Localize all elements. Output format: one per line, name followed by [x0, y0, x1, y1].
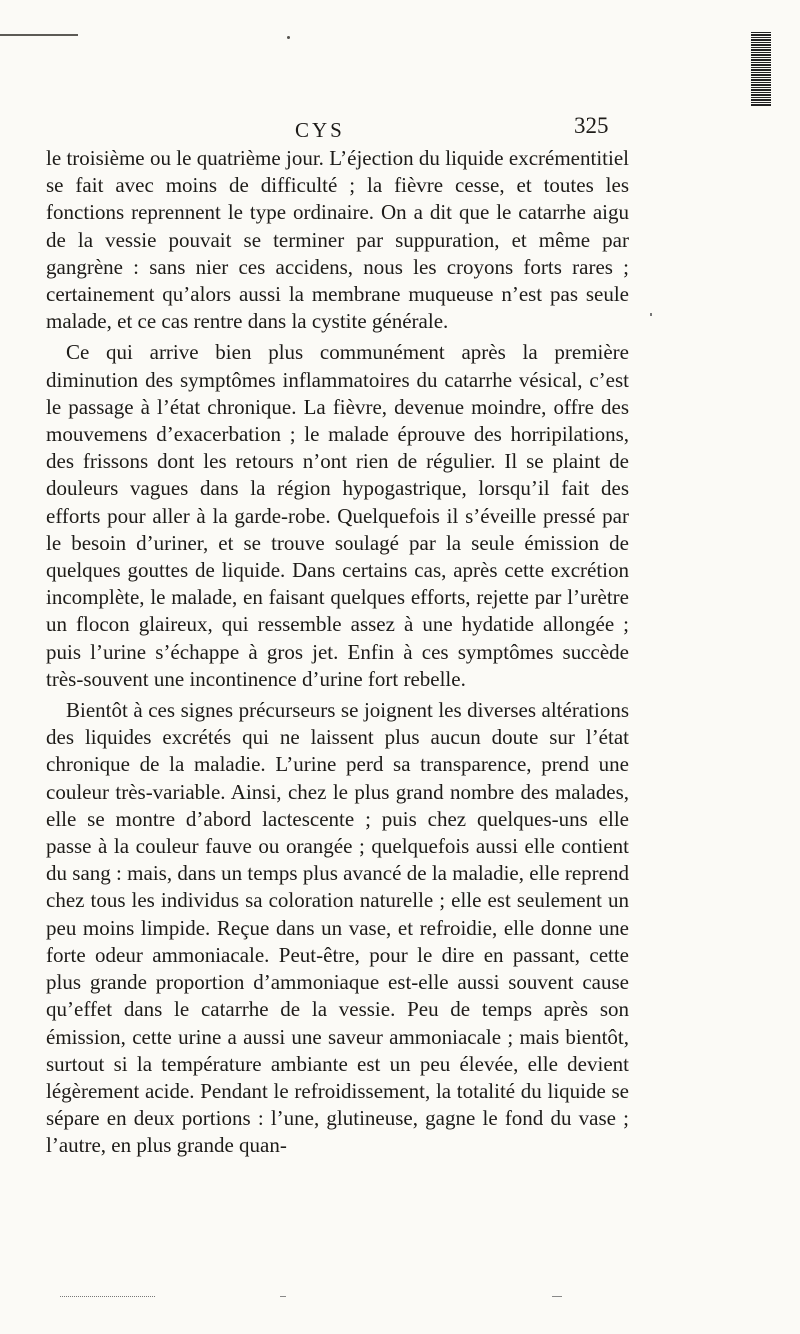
paragraph-2: Ce qui arrive bien plus communément après la première diminution des symptômes inflammatoires du catarrhe vésical, c’est le passage à l’état chronique. La fièvre, devenue moindre, offre des mouvemens d’exacerbation ; le malade éprouve des horripilations, des frissons dont les retours n’ont rien de régulier. Il se plaint de douleurs vagues dans la région hypogastrique, lorsqu’il fait des efforts pour aller à la garde-robe. Quelquefois il s’éveille pressé par le besoin d’uriner, et se trouve soulagé par la seule émission de quelques gouttes de liquide. Dans certains cas, après cette excrétion incomplète, le malade, en faisant quelques efforts, rejette par l’urètre un flocon glaireux, qui ressemble assez à une hydatide allongée ; puis l’urine s’échappe à gros jet. Enfin à ces symptômes succède très-souvent une incontinence d’urine fort rebelle.: [46, 340, 629, 691]
bottom-edge-marks: [60, 1296, 740, 1300]
scan-barcode-strip: [751, 32, 771, 107]
top-edge-speck: [287, 36, 290, 39]
running-head-title: CYS: [295, 118, 345, 142]
bottom-speck-1: [280, 1296, 286, 1297]
bottom-speck-2: [552, 1296, 562, 1297]
running-head: [0, 113, 800, 148]
paragraph-1: le troisième ou le quatrième jour. L’éjection du liquide excrémentitiel se fait avec moins de difficulté ; la fièvre cesse, et toutes les fonctions reprennent le type ordinaire. On a dit que le catarrhe aigu de la vessie pouvait se terminer par suppuration, et même par gangrène : sans nier ces accidens, nous les croyons forts rares ; certainement qu’alors aussi la membrane muqueuse n’est pas seule malade, et ce cas rentre dans la cystite générale.: [46, 146, 629, 334]
bottom-dotted-rule: [60, 1296, 155, 1298]
margin-speck: [650, 313, 652, 316]
page-number: 325: [574, 113, 609, 138]
top-edge-rule: [0, 34, 78, 36]
body-text: [46, 145, 629, 1164]
paragraph-3: Bientôt à ces signes précurseurs se joignent les diverses altérations des liquides excrétés qui ne laissent plus aucun doute sur l’état chronique de la maladie. L’urine perd sa transparence, prend une couleur très-variable. Ainsi, chez le plus grand nombre des malades, elle se montre d’abord lactescente ; puis chez quelques-uns elle passe à la couleur fauve ou orangée ; quelquefois aussi elle contient du sang : mais, dans un temps plus avancé de la maladie, elle reprend chez tous les individus sa coloration naturelle ; elle est seulement un peu moins limpide. Reçue dans un vase, et refroidie, elle donne une forte odeur ammoniacale. Peut-être, pour le dire en passant, cette plus grande proportion d’ammoniaque est-elle aussi souvent cause qu’effet dans le catarrhe de la vessie. Peu de temps après son émission, cette urine a aussi une saveur ammoniacale ; mais bientôt, surtout si la température ambiante est un peu élevée, elle devient légèrement acide. Pendant le refroidissement, la totalité du liquide se sépare en deux portions : l’une, glutineuse, gagne le fond du vase ; l’autre, en plus grande quan-: [46, 698, 629, 1158]
